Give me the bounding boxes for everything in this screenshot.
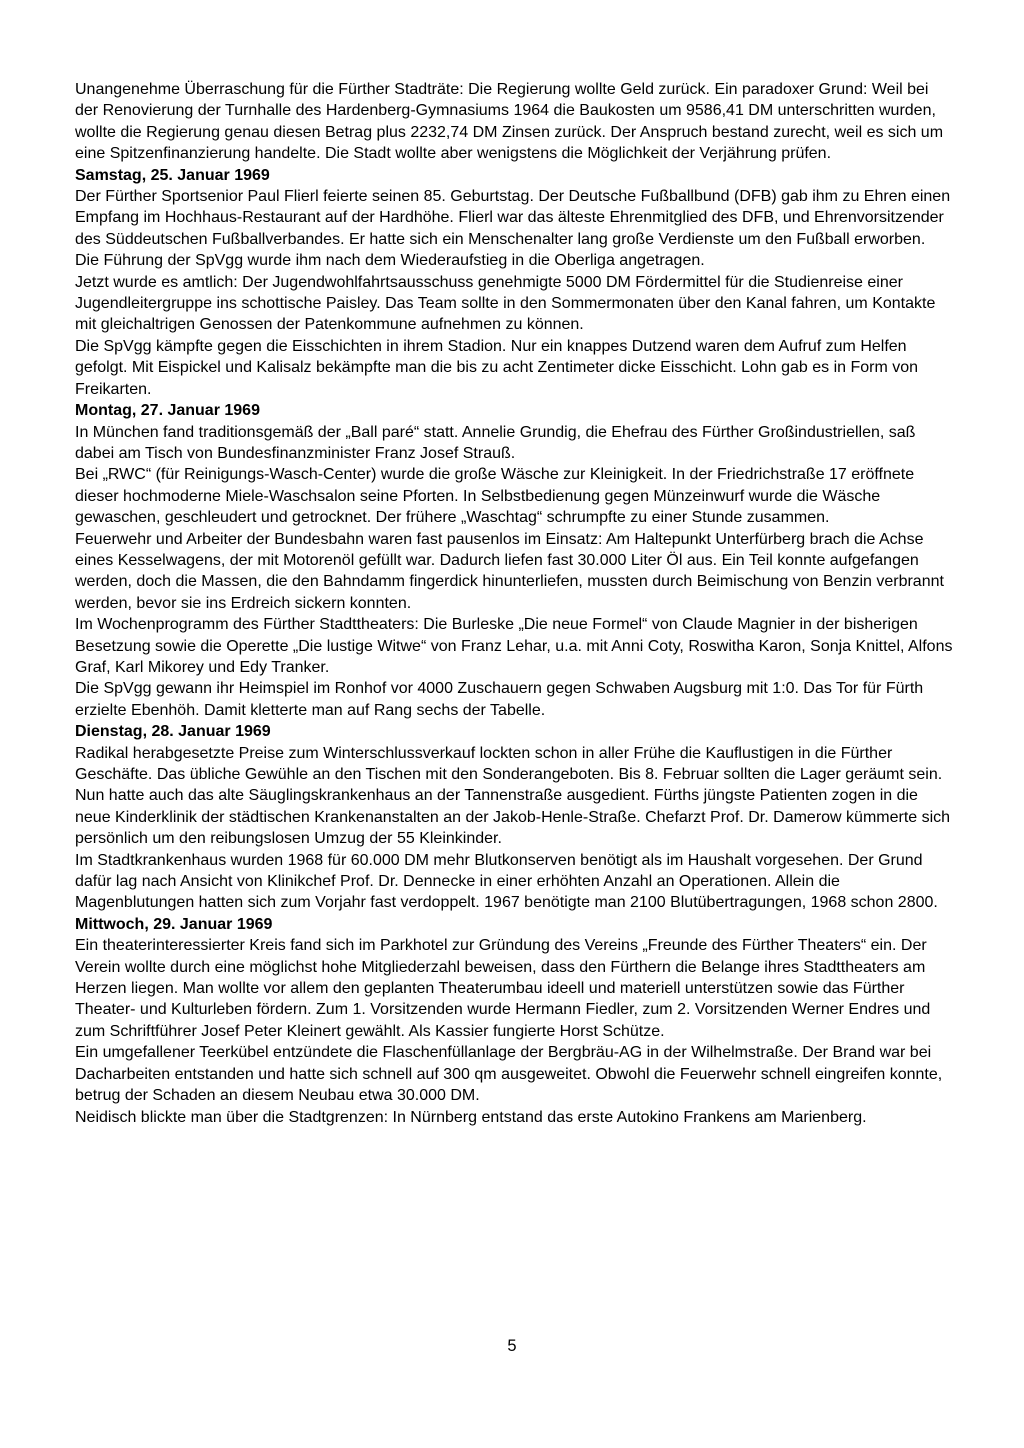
paragraph: Die SpVgg gewann ihr Heimspiel im Ronhof vor 4000 Zuschauern gegen Schwaben Augsburg mit 1:0. Das Tor für Fürth erzielte Ebenhöh. Damit kletterte man auf Rang sechs der Tabelle. — [75, 680, 924, 719]
paragraph: Neidisch blickte man über die Stadtgrenzen: In Nürnberg entstand das erste Autokino Frankens am Marienberg. — [75, 1108, 867, 1126]
paragraph: Im Wochenprogramm des Fürther Stadttheaters: Die Burleske „Die neue Formel“ von Claude Magnier in der bisherigen Besetzung sowie die Operette „Die lustige Witwe“ von Franz Lehar, u.a. mit Anni Coty, Roswitha Karon, Sonja Knittel, Alfons Graf, Karl Mikorey und Edy Tranker. — [75, 616, 953, 676]
paragraph: Feuerwehr und Arbeiter der Bundesbahn waren fast pausenlos im Einsatz: Am Haltepunkt Unterfürberg brach die Achse eines Kesselwagens, der mit Motorenöl gefüllt war. Dadurch liefen fast 30.000 Liter Öl aus. Ein Teil konnte aufgefangen werden, doch die Massen, die den Bahndamm fingerdick hinunterliefen, mussten durch Beimischung von Benzin verbrannt werden, bevor sie ins Erdreich sickern konnten. — [75, 530, 944, 612]
paragraph: Ein umgefallener Teerkübel entzündete die Flaschenfüllanlage der Bergbräu-AG in der Wilhelmstraße. Der Brand war bei Dacharbeiten entstanden und hatte sich schnell auf 300 qm ausgeweitet. Obwohl die Feuerwehr schnell eingreifen konnte, betrug der Schaden an diesem Neubau etwa 30.000 DM. — [75, 1044, 943, 1105]
section-heading-mittwoch: Mittwoch, 29. Januar 1969 — [75, 915, 273, 933]
paragraph: Die SpVgg kämpfte gegen die Eisschichten in ihrem Stadion. Nur ein knappes Dutzend waren dem Aufruf zum Helfen gefolgt. Mit Eispickel und Kalisalz bekämpfte man die bis zu acht Zentimeter dicke Eisschicht. Lohn gab es in Form von Freikarten. — [75, 337, 919, 398]
paragraph: Jetzt wurde es amtlich: Der Jugendwohlfahrtsausschuss genehmigte 5000 DM Fördermittel für die Studienreise einer Jugendleitergruppe ins schottische Paisley. Das Team sollte in den Sommermonaten über den Kanal fahren, um Kontakte mit gleichaltrigen Genossen der Patenkommune aufnehmen zu können. — [75, 273, 936, 334]
paragraph: Ein theaterinteressierter Kreis fand sich im Parkhotel zur Gründung des Vereins „Freunde des Fürther Theaters“ ein. Der Verein wollte durch eine möglichst hohe Mitgliederzahl beweisen, dass den Fürthern die Belange ihres Stadttheaters am Herzen liegen. Man wollte vor allem den geplanten Theaterumbau ideell und materiell unterstützen sowie das Fürther Theater- und Kulturleben fördern. Zum 1. Vorsitzenden wurde Hermann Fiedler, zum 2. Vorsitzenden Werner Endres und zum Schriftführer Josef Peter Kleinert gewählt. Als Kassier fungierte Horst Schütze. — [75, 937, 931, 1040]
paragraph: Bei „RWC“ (für Reinigungs-Wasch-Center) wurde die große Wäsche zur Kleinigkeit. In der Friedrichstraße 17 eröffnete dieser hochmoderne Miele-Waschsalon seine Pforten. In Selbstbedienung gegen Münzeinwurf wurde die Wäsche gewaschen, geschleudert und getrocknet. Der frühere „Waschtag“ schrumpfte zu einer Stunde zusammen. — [75, 466, 915, 527]
paragraph: Im Stadtkrankenhaus wurden 1968 für 60.000 DM mehr Blutkonserven benötigt als im Haushalt vorgesehen. Der Grund dafür lag nach Ansicht von Klinikchef Prof. Dr. Dennecke in einer erhöhten Anzahl an Operationen. Allein die Magenblutungen hatten sich zum Vorjahr fast verdoppelt. 1967 benötigte man 2100 Blutübertragungen, 1968 schon 2800. — [75, 851, 938, 912]
paragraph: Nun hatte auch das alte Säuglingskrankenhaus an der Tannenstraße ausgedient. Fürths jüngste Patienten zogen in die neue Kinderklinik der städtischen Krankenanstalten an der Jakob-Henle-Straße. Chefarzt Prof. Dr. Damerow kümmerte sich persönlich um den reibungslosen Umzug der 55 Kleinkinder. — [75, 787, 951, 848]
section-heading-samstag: Samstag, 25. Januar 1969 — [75, 166, 270, 184]
page-number: 5 — [507, 1337, 517, 1355]
paragraph: Der Fürther Sportsenior Paul Flierl feierte seinen 85. Geburtstag. Der Deutsche Fußballbund (DFB) gab ihm zu Ehren einen Empfang im Hochhaus-Restaurant auf der Hardhöhe. Flierl war das älteste Ehrenmitglied des DFB, und Ehrenvorsitzender des Süddeutschen Fußballverbandes. Er hatte sich ein Menschenalter lang große Verdienste um den Fußball erworben. Die Führung der SpVgg wurde ihm nach dem Wiederaufstieg in die Oberliga angetragen. — [75, 188, 951, 270]
section-heading-dienstag: Dienstag, 28. Januar 1969 — [75, 723, 271, 741]
paragraph: Radikal herabgesetzte Preise zum Winterschlussverkauf lockten schon in aller Frühe die Kauflustigen in die Fürther Geschäfte. Das übliche Gewühle an den Tischen mit den Sonderangeboten. Bis 8. Februar sollten die Lager geräumt sein. — [75, 744, 943, 783]
document-content — [75, 79, 953, 1128]
paragraph: In München fand traditionsgemäß der „Ball paré“ statt. Annelie Grundig, die Ehefrau des Fürther Großindustriellen, saß dabei am Tisch von Bundesfinanzminister Franz Josef Strauß. — [75, 423, 916, 462]
section-heading-montag: Montag, 27. Januar 1969 — [75, 402, 260, 420]
intro-paragraph: Unangenehme Überraschung für die Fürther Stadträte: Die Regierung wollte Geld zurück. Ein paradoxer Grund: Weil bei der Renovierung der Turnhalle des Hardenberg-Gymnasiums 1964 die Baukosten um 9586,41 DM unterschritten wurden, wollte die Regierung genau diesen Betrag plus 2232,74 DM Zinsen zurück. Der Anspruch bestand zurecht, weil es sich um eine Spitzenfinanzierung handelte. Die Stadt wollte aber wenigstens die Möglichkeit der Verjährung prüfen. — [75, 81, 944, 163]
